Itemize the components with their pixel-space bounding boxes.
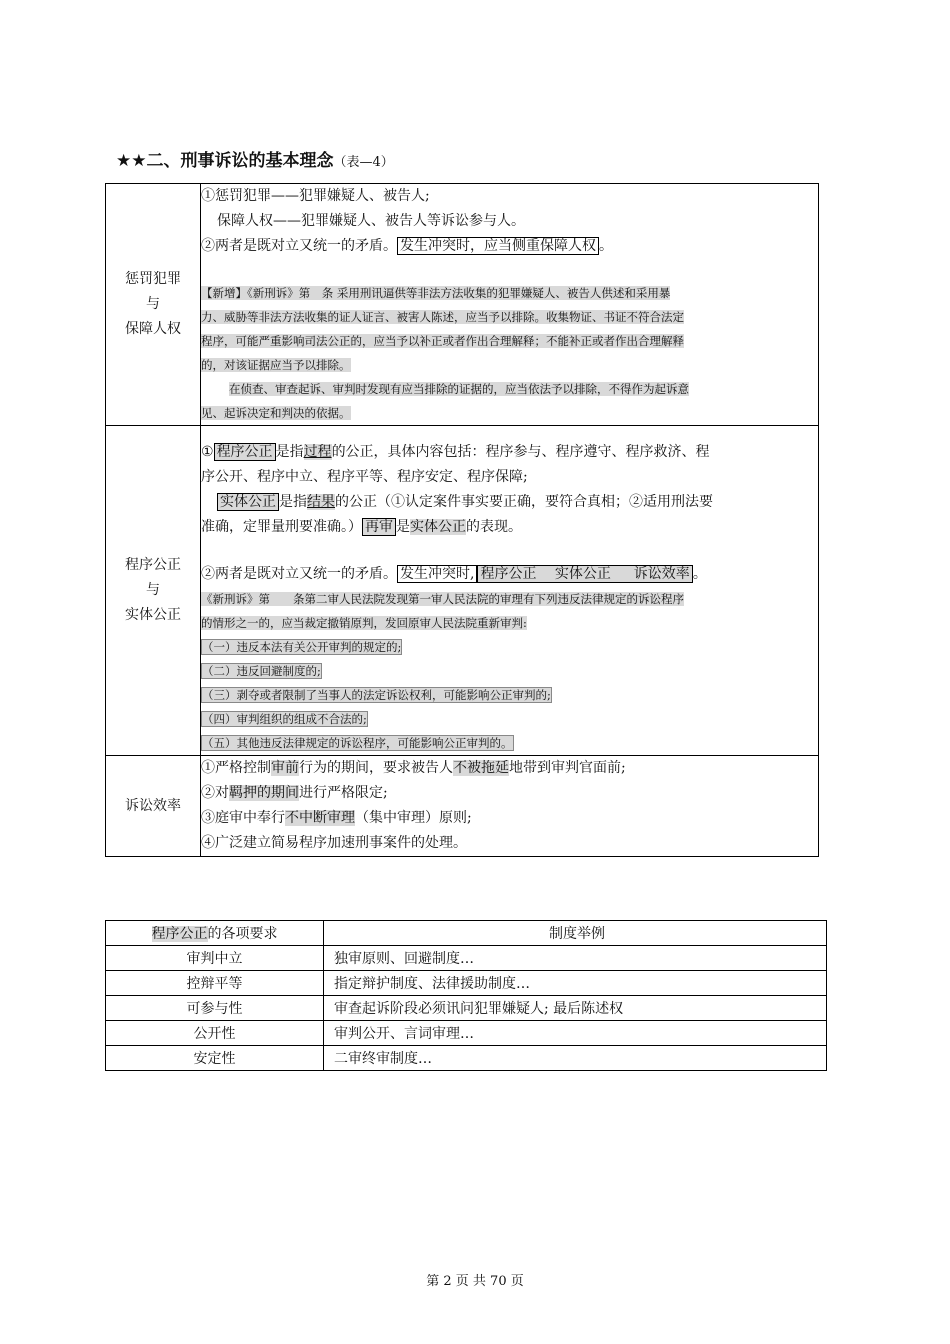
s2-line2: 序公开、程序中立、程序平等、程序安定、程序保障; [201,469,528,485]
row-punish-protect [106,184,819,426]
note-new: 【新增】《新刑诉》第 条 采用刑讯逼供等非法方法收集的犯罪嫌疑人、被告人供述和采用暴 力、威胁等非法方法收集的证人证言、被害人陈述，应当予以排除。收集物证、书证不符合法定 程序，可能严重影响司法公正的，应当予以补正或者作出合理解释；不能补正或者作出合理解释 的，对该证据应当予以排除。 在侦查、审查起诉、审判时发现有应当排除的证据的，应当依法予以排除，不得作为起诉意 见、起诉决定和判决的依据。 [201,286,689,420]
title-sub: （表—4） [333,155,394,170]
s2-line4: 准确，定罪量刑要准确。） 再审 是实体公正的表现。 [201,519,522,535]
table-row: 控辩平等 指定辩护制度、法律援助制度… [106,971,827,996]
page-footer: 第 2 页 共 70 页 [426,1274,524,1289]
content-procedural-substantive [201,426,819,756]
content-punish-protect [201,184,819,426]
note-retrial: 《新刑诉》第 条第二审人民法院发现第一审人民法院的审理有下列违反法律规定的诉讼程序 的情形之一的，应当裁定撤销原判，发回原审人民法院重新审判: （一）违反本法有关公开审判的规定的; （二）违反回避制度的; （三）剥夺或者限制了当事人的法定诉讼权利，可能影响公正审判的; （四）审判组织的组成不合法的; （五）其他违反法律规定的诉讼程序，可能影响公正审判的。 [201,592,684,750]
header-requirement: 程序公正的各项要求 [106,921,324,946]
s3-line4: ④广泛建立简易程序加速刑事案件的处理。 [201,835,467,851]
page-title [116,146,394,171]
s2-line1: ① 程序公正 是指过程的公正，具体内容包括：程序参与、程序遵守、程序救济、程 [201,444,710,460]
requirements-table [105,920,827,1071]
table-row: 安定性 二审终审制度… [106,1046,827,1071]
row-procedural-substantive [106,426,819,756]
conflict-box: 发生冲突时，应当侧重保障人权 [397,237,599,255]
label-punish-protect: 惩罚犯罪 与 保障人权 [106,184,201,426]
s1-line1: ①惩罚犯罪——犯罪嫌疑人、被告人; [201,188,430,204]
s1-line2: 保障人权——犯罪嫌疑人、被告人等诉讼参与人。 [217,213,525,229]
requirements-header [106,921,827,946]
s1-line3: ②两者是既对立又统一的矛盾。 发生冲突时，应当侧重保障人权 。 [201,238,613,254]
table-row: 可参与性 审查起诉阶段必须讯问犯罪嫌疑人; 最后陈述权 [106,996,827,1021]
s2-line3: 实体公正 是指结果的公正（①认定案件事实要正确，要符合真相；②适用刑法要 [201,490,818,515]
title-main: 二、刑事诉讼的基本理念 [146,151,334,171]
s3-line3: ③庭审中奉行不中断审理（集中审理）原则; [201,810,472,826]
star-icon: ★★ [116,151,147,171]
row-efficiency [106,756,819,857]
concepts-table [105,183,819,857]
content-efficiency [201,756,819,857]
s3-line2: ②对羁押的期间进行严格限定; [201,785,388,801]
header-example: 制度举例 [324,921,827,946]
table-row: 公开性 审判公开、言词审理… [106,1021,827,1046]
table-row: 审判中立 独审原则、回避制度… [106,946,827,971]
label-procedural-substantive: 程序公正 与 实体公正 [106,426,201,756]
s3-line1: ①严格控制审前行为的期间，要求被告人不被拖延地带到审判官面前; [201,760,626,776]
s2-line5: ②两者是既对立又统一的矛盾。 发生冲突时, 程序公正 实体公正 诉讼效率 。 [201,566,707,582]
label-efficiency: 诉讼效率 [106,756,201,857]
